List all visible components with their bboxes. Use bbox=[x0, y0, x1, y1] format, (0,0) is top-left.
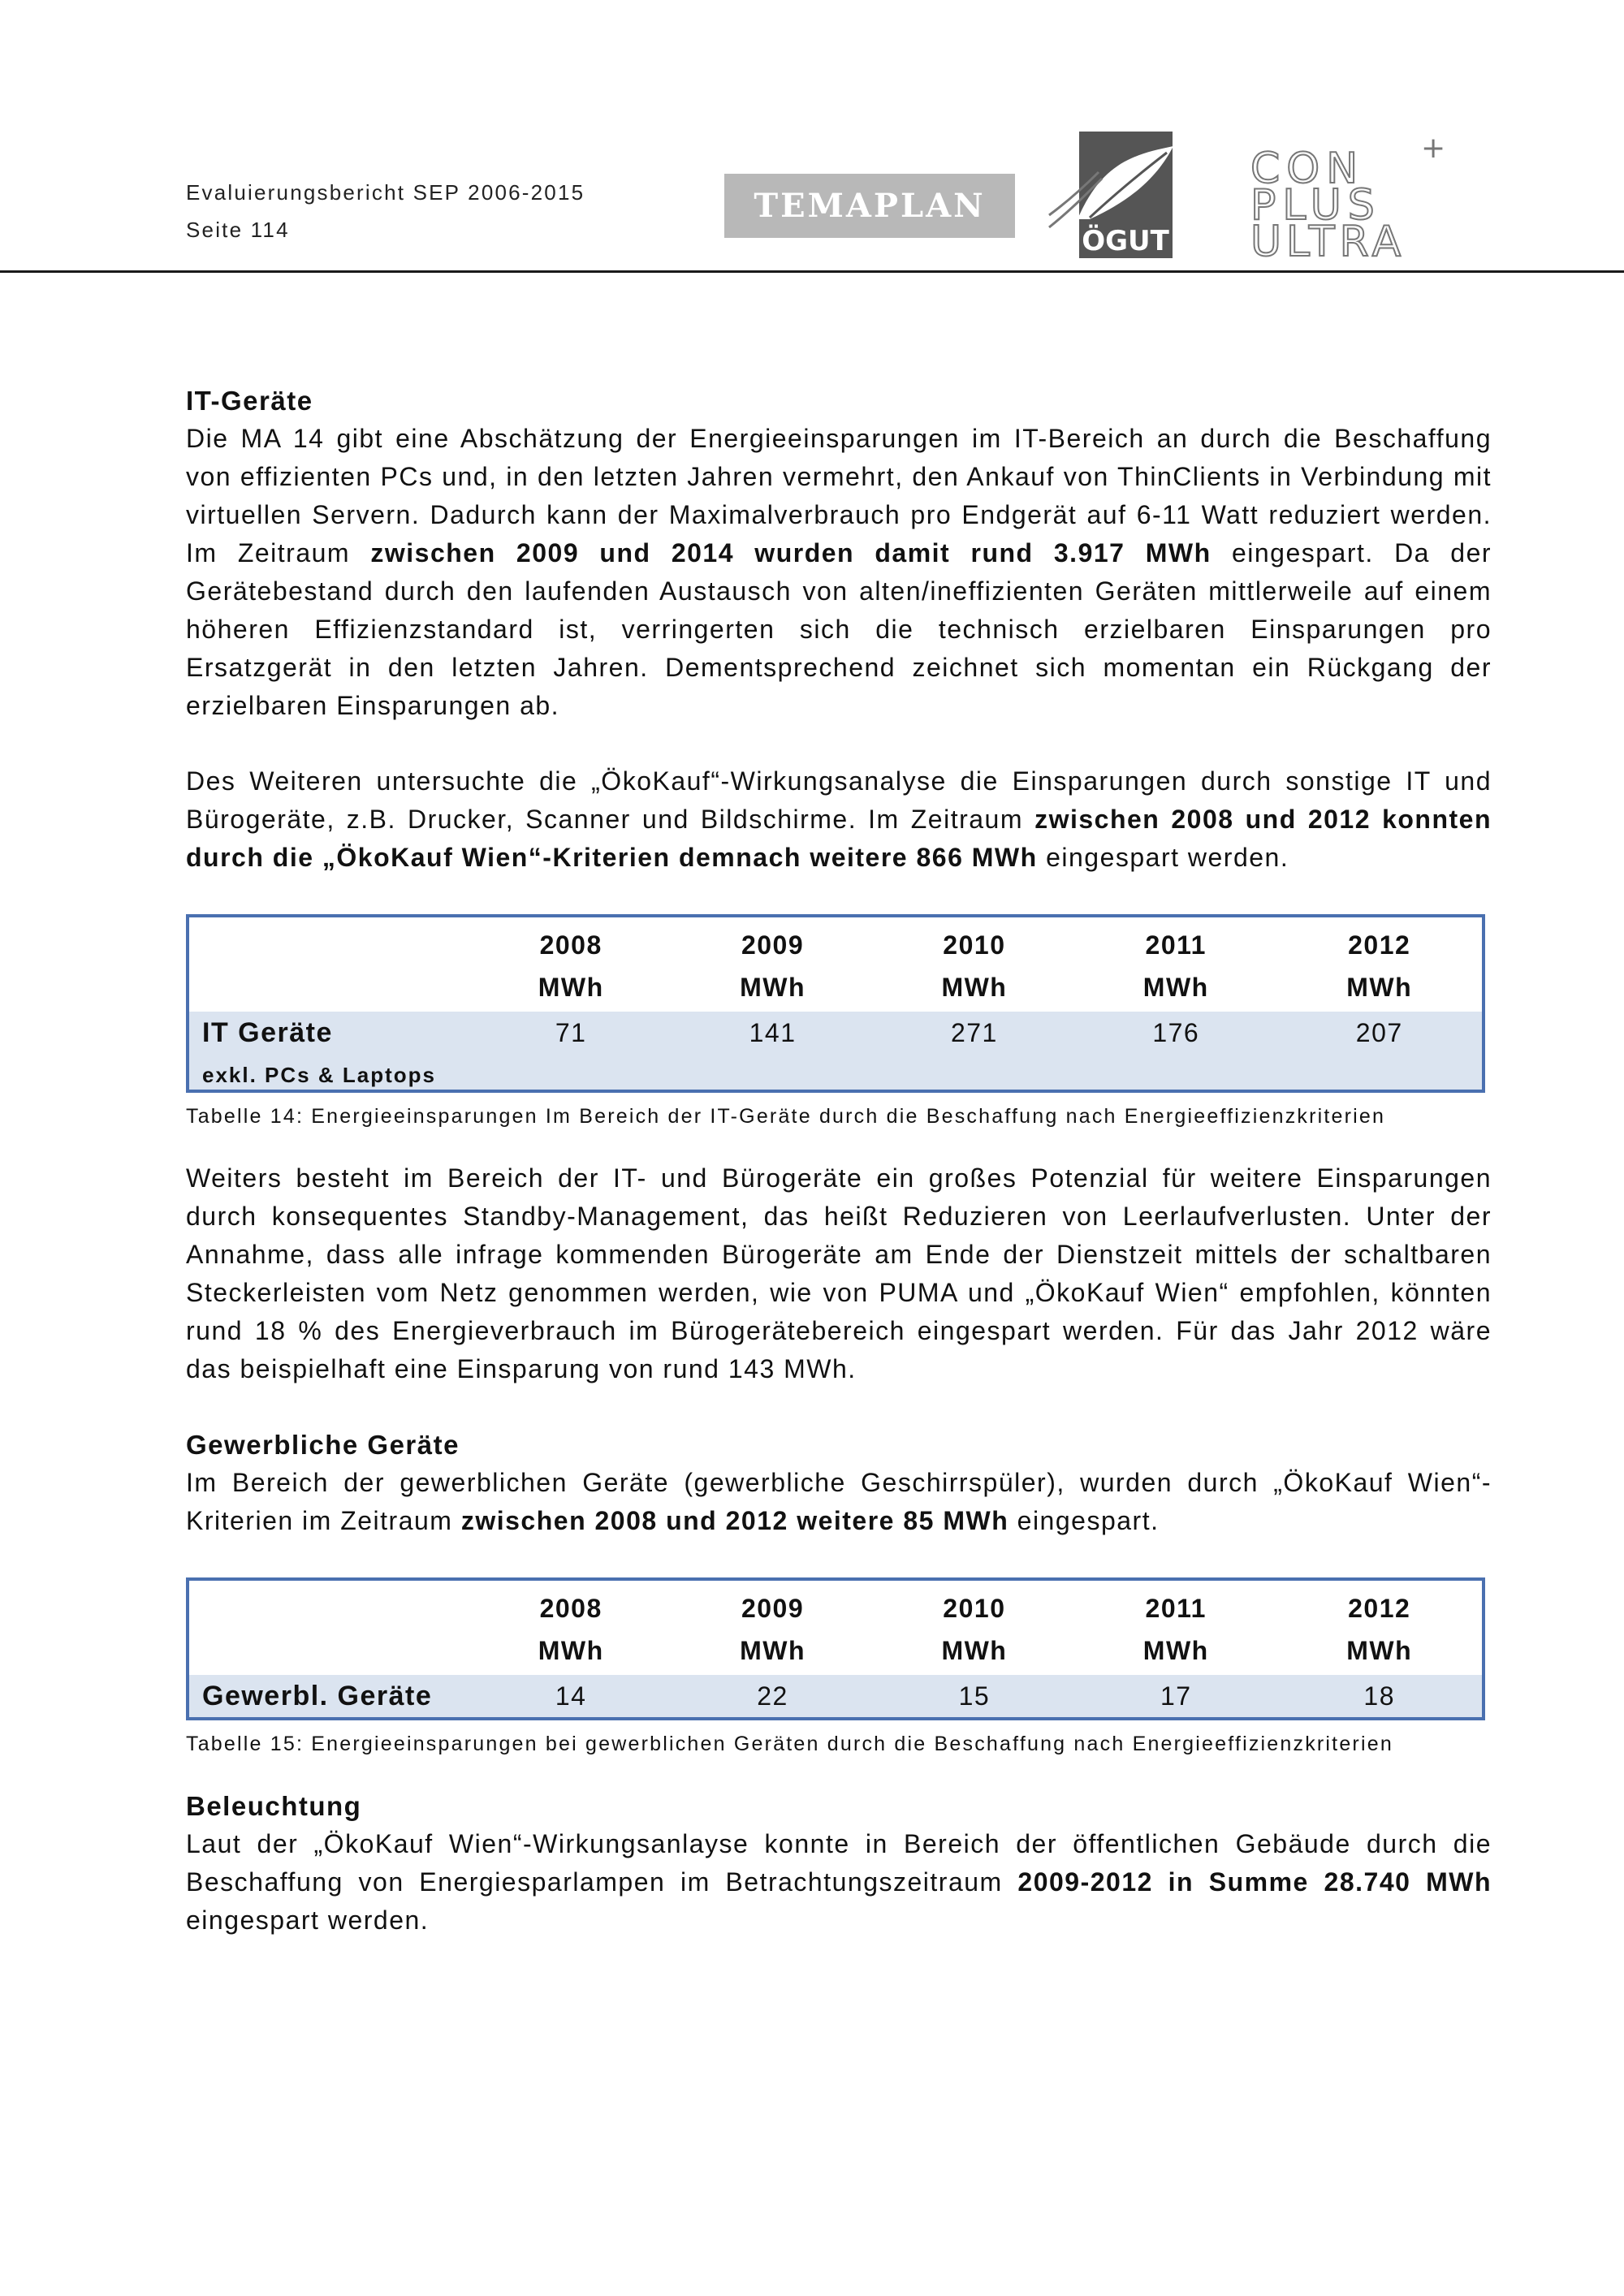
table15-caption: Tabelle 15: Energieeinsparungen bei gewerblichen Geräten durch die Beschaffung nach Energieeffizienzkriterien bbox=[186, 1733, 1393, 1755]
page-header bbox=[0, 0, 1624, 276]
table14-year-2012: 2012 bbox=[1348, 930, 1411, 960]
table15-year-2009: 2009 bbox=[741, 1593, 805, 1623]
paragraph-gewerbe-1: Im Bereich der gewerblichen Geräte (gewerbliche Geschirrspüler), wurden durch „ÖkoKauf Wien“-Kriterien im Zeitraum zwischen 2008 und 2012 weitere 85 MWh eingespart. bbox=[186, 1468, 1492, 1535]
table15-unit: MWh bbox=[538, 1635, 604, 1665]
table15-value: 17 bbox=[1075, 1675, 1276, 1719]
oegut-logo-text: ÖGUT bbox=[1082, 225, 1169, 257]
table14-value: 207 bbox=[1276, 1012, 1484, 1054]
oegut-logo bbox=[1045, 130, 1175, 260]
table15-year-2011: 2011 bbox=[1145, 1593, 1207, 1623]
table15-unit: MWh bbox=[941, 1635, 1008, 1665]
table14-unit: MWh bbox=[538, 972, 604, 1002]
temaplan-logo bbox=[724, 174, 1015, 238]
report-title: Evaluierungsbericht SEP 2006-2015 bbox=[186, 180, 585, 205]
table14-caption: Tabelle 14: Energieeinsparungen Im Bereich der IT-Geräte durch die Beschaffung nach Energieeffizienzkriterien bbox=[186, 1105, 1386, 1128]
header-divider bbox=[0, 270, 1624, 273]
table-15 bbox=[186, 1577, 1485, 1720]
paragraph-beleuchtung-1: Laut der „ÖkoKauf Wien“-Wirkungsanlayse konnte in Bereich der öffentlichen Gebäude durch die Beschaffung von Energiesparlampen im Betrachtungszeitraum 2009-2012 in Summe 28.740 MWh eingespart werden. bbox=[186, 1829, 1492, 1935]
table14-value: 141 bbox=[672, 1012, 873, 1054]
table15-value: 22 bbox=[672, 1675, 873, 1719]
table14-unit: MWh bbox=[740, 972, 806, 1002]
page-number: Seite 114 bbox=[186, 218, 290, 242]
table15-year-2008: 2008 bbox=[539, 1593, 603, 1623]
table14-row-label: IT Geräte bbox=[188, 1012, 470, 1054]
table14-unit: MWh bbox=[1142, 972, 1209, 1002]
table14-year-2010: 2010 bbox=[943, 930, 1006, 960]
paragraph-it-3: Weiters besteht im Bereich der IT- und Bürogeräte ein großes Potenzial für weitere Einsparungen durch konsequentes Standby-Management, das heißt Reduzieren von Leerlaufverlusten. Unter der Annahme, dass alle infrage kommenden Bürogeräte am Ende der Dienstzeit mittels der schaltbaren Steckerleisten vom Netz genommen werden, wie von PUMA und „ÖkoKauf Wien“ empfohlen, könnten rund 18 % des Energieverbrauch im Bürogerätebereich eingespart werden. Für das Jahr 2012 wäre das beispielhaft eine Einsparung von rund 143 MWh. bbox=[186, 1163, 1492, 1383]
table15-year-2010: 2010 bbox=[943, 1593, 1006, 1623]
table-14 bbox=[186, 914, 1485, 1093]
cpu-logo-line2: PLUS bbox=[1250, 181, 1381, 230]
paragraph-it-2: Des Weiteren untersuchte die „ÖkoKauf“-Wirkungsanalyse die Einsparungen durch sonstige IT und Bürogeräte, z.B. Drucker, Scanner und Bildschirme. Im Zeitraum zwischen 2008 und 2012 konnten durch die „ÖkoKauf Wien“-Kriterien demnach weitere 866 MWh eingespart werden. bbox=[186, 766, 1492, 872]
table14-year-2008: 2008 bbox=[539, 930, 603, 960]
table15-value: 15 bbox=[874, 1675, 1075, 1719]
heading-beleuchtung: Beleuchtung bbox=[186, 1791, 362, 1821]
table14-year-2011: 2011 bbox=[1145, 930, 1207, 960]
table15-unit: MWh bbox=[1346, 1635, 1413, 1665]
table15-value: 18 bbox=[1276, 1675, 1484, 1719]
table14-value: 176 bbox=[1075, 1012, 1276, 1054]
cpu-logo-line3: ULTRA bbox=[1250, 218, 1406, 260]
table15-unit: MWh bbox=[740, 1635, 806, 1665]
table14-value: 71 bbox=[470, 1012, 672, 1054]
table15-unit: MWh bbox=[1142, 1635, 1209, 1665]
table15-row-label: Gewerbl. Geräte bbox=[188, 1675, 470, 1719]
con-plus-ultra-logo bbox=[1250, 138, 1453, 260]
page-content bbox=[186, 382, 1492, 1940]
temaplan-logo-text: TEMAPLAN bbox=[754, 187, 986, 225]
table15-value: 14 bbox=[470, 1675, 672, 1719]
table14-year-2009: 2009 bbox=[741, 930, 805, 960]
cpu-logo-line1: CON bbox=[1250, 145, 1365, 193]
heading-gewerbliche-geraete: Gewerbliche Geräte bbox=[186, 1430, 460, 1460]
heading-it-geraete: IT-Geräte bbox=[186, 386, 313, 416]
cpu-logo-plus: + bbox=[1421, 138, 1446, 165]
table14-value: 271 bbox=[874, 1012, 1075, 1054]
paragraph-it-1: Die MA 14 gibt eine Abschätzung der Energieeinsparungen im IT-Bereich an durch die Beschaffung von effizienten PCs und, in den letzten Jahren vermehrt, den Ankauf von ThinClients in Verbindung mit virtuellen Servern. Dadurch kann der Maximalverbrauch pro Endgerät auf 6-11 Watt reduziert werden. Im Zeitraum zwischen 2009 und 2014 wurden damit rund 3.917 MWh eingespart. Da der Gerätebestand durch den laufenden Austausch von alten/ineffizienten Geräten mittlerweile auf einem höheren Effizienzstandard ist, verringerten sich die technisch erzielbaren Einsparungen pro Ersatzgerät in den letzten Jahren. Dementsprechend zeichnet sich momentan ein Rückgang der erzielbaren Einsparungen ab. bbox=[186, 424, 1492, 720]
table14-unit: MWh bbox=[941, 972, 1008, 1002]
table15-year-2012: 2012 bbox=[1348, 1593, 1411, 1623]
table14-unit: MWh bbox=[1346, 972, 1413, 1002]
table14-row-sublabel: exkl. PCs & Laptops bbox=[188, 1054, 470, 1091]
